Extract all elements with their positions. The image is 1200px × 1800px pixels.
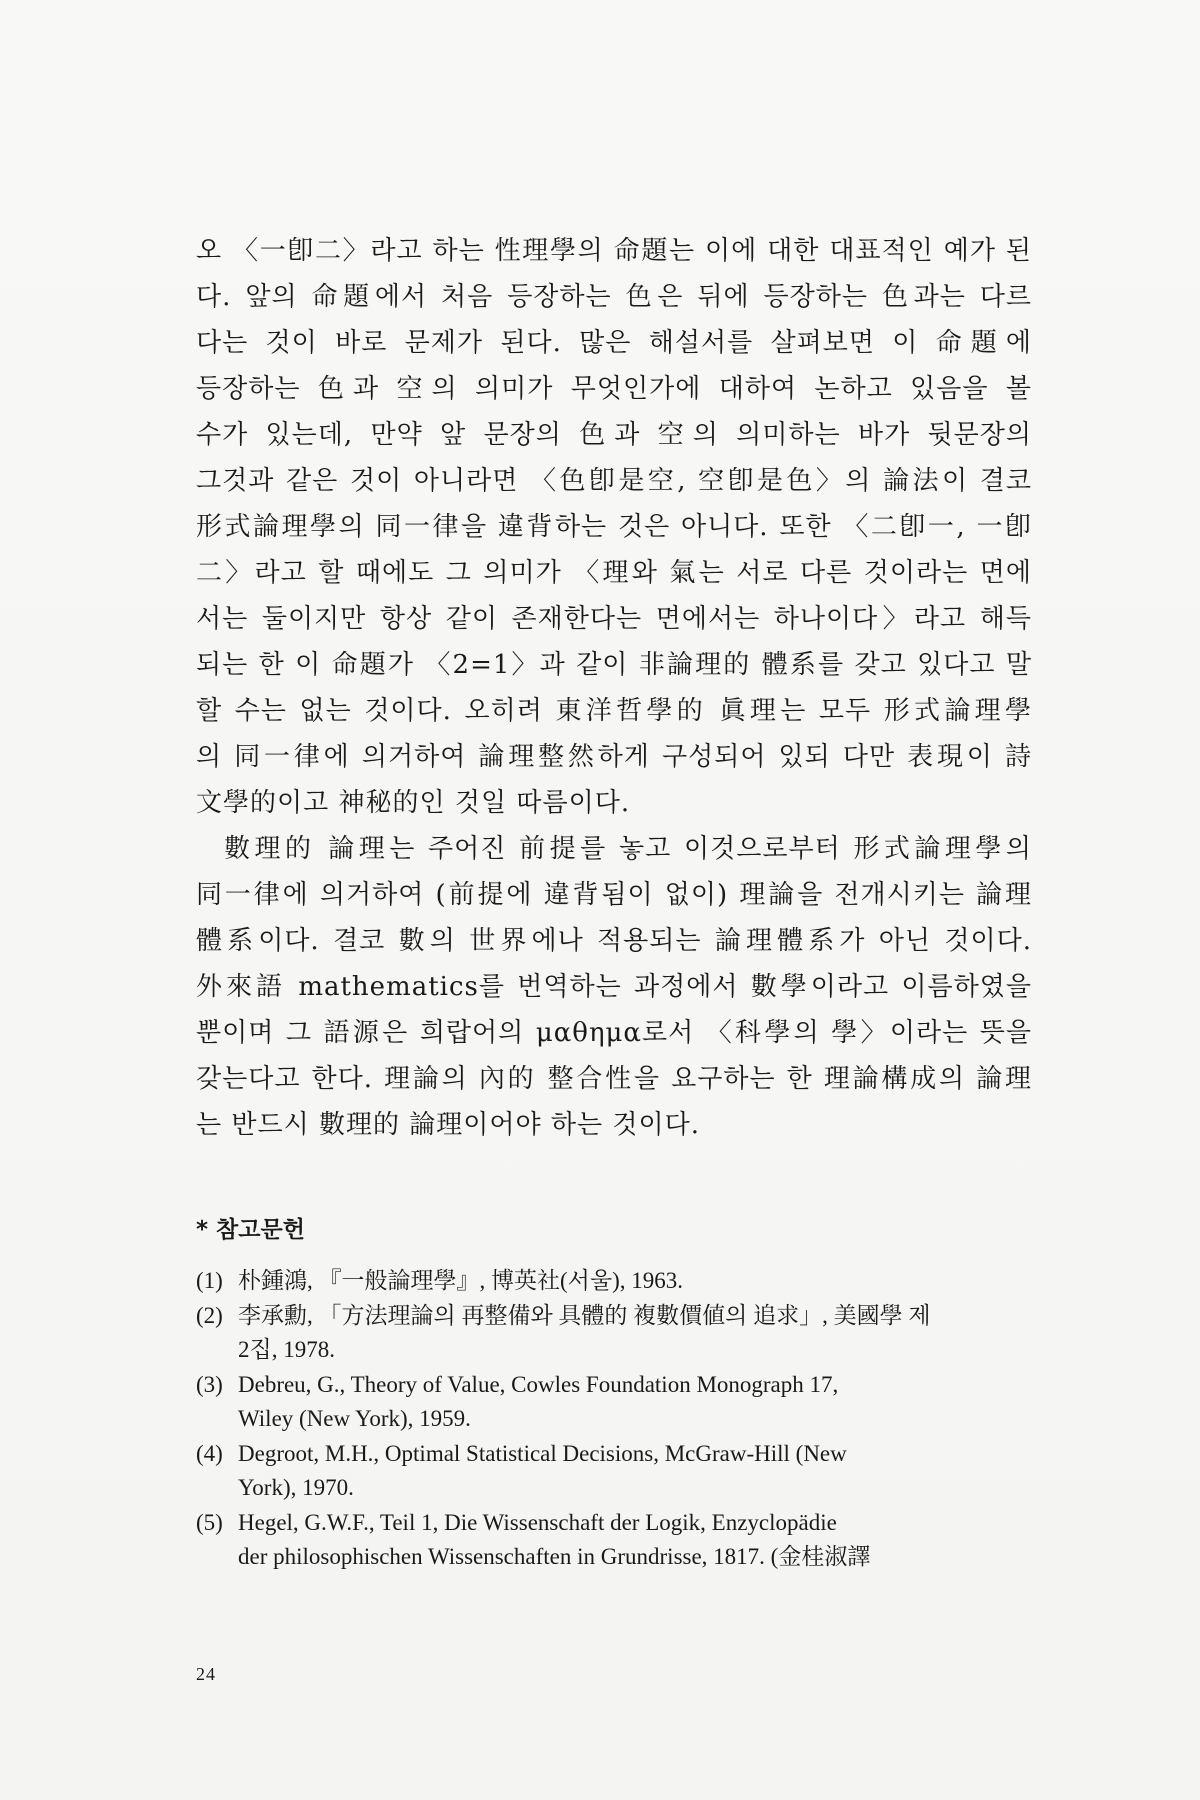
reference-item [196, 1368, 1032, 1436]
reference-line: York), 1970. [238, 1475, 354, 1500]
text-line: 數理的 論理는 주어진 前提를 놓고 이것으로부터 形式論理學의 [224, 834, 1032, 864]
text-line: 뿐이며 그 語源은 희랍어의 μαθημα로서 〈科學의 學〉이라는 뜻을 [196, 1018, 1032, 1048]
reference-line: 李承勳, 「方法理論의 再整備와 具體的 複數價値의 追求」, 美國學 제 [238, 1303, 931, 1328]
reference-line: Debreu, G., Theory of Value, Cowles Foundation Monograph 17, [238, 1372, 839, 1397]
text-line: 서는 둘이지만 항상 같이 존재한다는 면에서는 하나이다〉라고 해득 [196, 604, 1032, 634]
text-line: 등장하는 色과 空의 의미가 무엇인가에 대하여 논하고 있음을 볼 [196, 374, 1032, 404]
text-line: 形式論理學의 同一律을 違背하는 것은 아니다. 또한 〈二卽一, 一卽 [196, 512, 1032, 542]
reference-line: 2집, 1978. [238, 1337, 335, 1362]
text-line: 할 수는 없는 것이다. 오히려 東洋哲學的 眞理는 모두 形式論理學 [196, 696, 1032, 726]
text-line: 文學的이고 神秘的인 것일 따름이다. [196, 788, 631, 818]
reference-line: Degroot, M.H., Optimal Statistical Decisions, McGraw-Hill (New [238, 1441, 847, 1466]
reference-number: (1) [196, 1268, 223, 1293]
reference-text [238, 1299, 1032, 1367]
reference-line: Hegel, G.W.F., Teil 1, Die Wissenschaft der Logik, Enzyclopädie [238, 1510, 837, 1535]
reference-item [196, 1506, 1032, 1574]
text-line: 二〉라고 할 때에도 그 의미가 〈理와 氣는 서로 다른 것이라는 면에 [196, 558, 1032, 588]
page-number: 24 [196, 1664, 216, 1684]
reference-text [238, 1437, 1032, 1505]
text-line: 갖는다고 한다. 理論의 內的 整合性을 요구하는 한 理論構成의 論理 [196, 1064, 1032, 1094]
text-line: 는 반드시 數理的 論理이어야 하는 것이다. [196, 1110, 700, 1140]
reference-text [238, 1368, 1032, 1436]
references-list [196, 1264, 1032, 1574]
reference-number: (4) [196, 1441, 223, 1466]
reference-number: (2) [196, 1303, 223, 1328]
text-line: 되는 한 이 命題가 〈2=1〉과 같이 非論理的 體系를 갖고 있다고 말 [196, 650, 1032, 680]
reference-item [196, 1437, 1032, 1505]
reference-item [196, 1299, 1032, 1367]
text-line: 體系이다. 결코 數의 世界에나 적용되는 論理體系가 아닌 것이다. [196, 926, 1032, 956]
text-line: 오 〈一卽二〉라고 하는 性理學의 命題는 이에 대한 대표적인 예가 된 [196, 236, 1032, 266]
reference-number: (5) [196, 1510, 223, 1535]
references-title: * 참고문헌 [196, 1217, 305, 1243]
references-section [196, 1210, 1032, 1574]
reference-text [238, 1506, 1032, 1574]
text-line: 그것과 같은 것이 아니라면 〈色卽是空, 空卽是色〉의 論法이 결코 [196, 466, 1032, 496]
text-line: 다는 것이 바로 문제가 된다. 많은 해설서를 살펴보면 이 命題에 [196, 328, 1032, 358]
reference-number: (3) [196, 1372, 223, 1397]
body-text [196, 228, 1032, 1148]
text-line: 同一律에 의거하여 (前提에 違背됨이 없이) 理論을 전개시키는 論理 [196, 880, 1032, 910]
reference-line: Wiley (New York), 1959. [238, 1406, 471, 1431]
reference-line: der philosophischen Wissenschaften in Grundrisse, 1817. (金桂淑譯 [238, 1544, 871, 1569]
text-line: 外來語 mathematics를 번역하는 과정에서 數學이라고 이름하였을 [196, 972, 1032, 1002]
text-line: 다. 앞의 命題에서 처음 등장하는 色은 뒤에 등장하는 色과는 다르 [196, 282, 1032, 312]
reference-item [196, 1264, 1032, 1298]
reference-line: 朴鍾鴻, 『一般論理學』, 博英社(서울), 1963. [238, 1268, 684, 1293]
text-line: 수가 있는데, 만약 앞 문장의 色과 空의 의미하는 바가 뒷문장의 [196, 420, 1032, 450]
reference-text [238, 1264, 1032, 1298]
text-line: 의 同一律에 의거하여 論理整然하게 구성되어 있되 다만 表現이 詩 [196, 742, 1032, 772]
